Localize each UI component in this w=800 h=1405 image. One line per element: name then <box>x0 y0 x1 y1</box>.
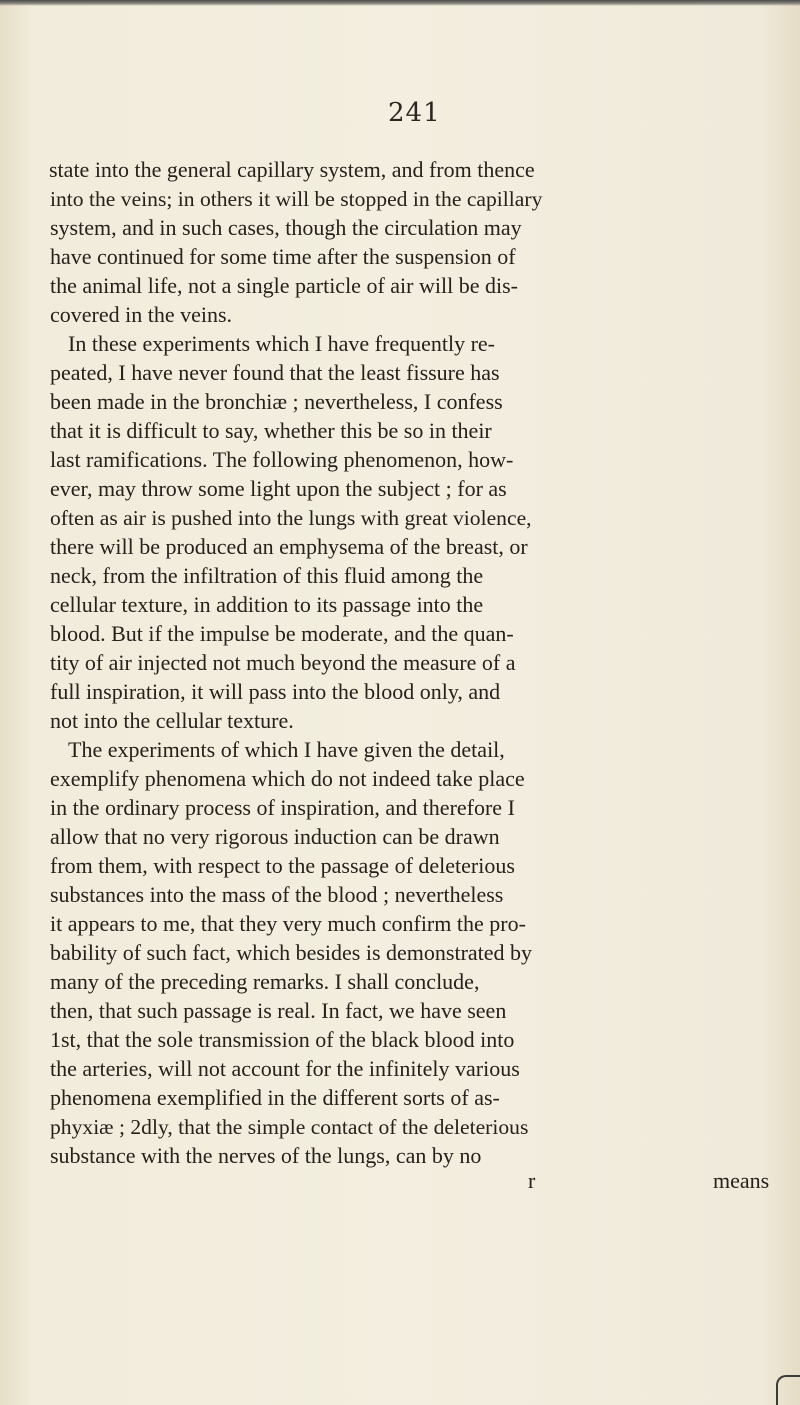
text-line: blood. But if the impulse be moderate, and the quan- <box>50 621 514 646</box>
text-line: 1st, that the sole transmission of the black blood into <box>50 1027 515 1052</box>
text-line: tity of air injected not much beyond the measure of a <box>50 650 516 675</box>
text-line: often as air is pushed into the lungs with great violence, <box>50 506 532 530</box>
text-line: last ramifications. The following phenomenon, how- <box>50 447 514 472</box>
text-line: allow that no very rigorous induction can be drawn <box>50 824 500 849</box>
text-line: covered in the veins. <box>50 302 233 327</box>
text-line: ever, may throw some light upon the subject ; for as <box>50 476 507 501</box>
text-line: cellular texture, in addition to its passage into the <box>50 592 484 617</box>
text-line: system, and in such cases, though the circulation may <box>50 215 522 240</box>
text-line: not into the cellular texture. <box>50 708 294 733</box>
text-line: it appears to me, that they very much confirm the pro- <box>50 911 526 936</box>
text-line: The experiments of which I have given the detail, <box>68 737 505 762</box>
text-line: have continued for some time after the suspension of <box>50 244 516 269</box>
text-line: substances into the mass of the blood ; nevertheless <box>50 882 504 907</box>
text-line: full inspiration, it will pass into the blood only, and <box>50 679 501 704</box>
text-line: been made in the bronchiæ ; nevertheless, I confess <box>50 389 503 414</box>
text-line: phenomena exemplified in the different sorts of as- <box>50 1085 500 1110</box>
text-line: neck, from the infiltration of this fluid among the <box>50 563 484 588</box>
text-line: the arteries, will not account for the infinitely various <box>50 1056 520 1081</box>
catchword: means <box>713 1168 770 1193</box>
text-line: In these experiments which I have frequently re- <box>68 331 495 356</box>
text-line: there will be produced an emphysema of the breast, or <box>50 534 528 559</box>
text-line: then, that such passage is real. In fact, we have seen <box>50 998 507 1023</box>
text-line: from them, with respect to the passage of deleterious <box>50 853 515 878</box>
text-line: state into the general capillary system, and from thence <box>49 157 535 182</box>
text-line: into the veins; in others it will be stopped in the capillary <box>50 187 543 211</box>
text-line: phyxiæ ; 2dly, that the simple contact of the deleterious <box>50 1115 529 1139</box>
signature-mark: r <box>528 1168 536 1193</box>
text-line: peated, I have never found that the least fissure has <box>50 360 500 385</box>
text-line: in the ordinary process of inspiration, and therefore I <box>50 795 515 820</box>
text-line: many of the preceding remarks. I shall conclude, <box>50 969 480 994</box>
text-line: that it is difficult to say, whether this be so in their <box>50 418 492 443</box>
scan-corner-mark <box>776 1375 800 1405</box>
text-line: substance with the nerves of the lungs, can by no <box>50 1143 482 1168</box>
text-line: exemplify phenomena which do not indeed take place <box>50 766 525 791</box>
text-line: the animal life, not a single particle of air will be dis- <box>50 273 518 298</box>
page-number: 241 <box>388 98 441 128</box>
text-line: bability of such fact, which besides is demonstrated by <box>50 940 533 965</box>
